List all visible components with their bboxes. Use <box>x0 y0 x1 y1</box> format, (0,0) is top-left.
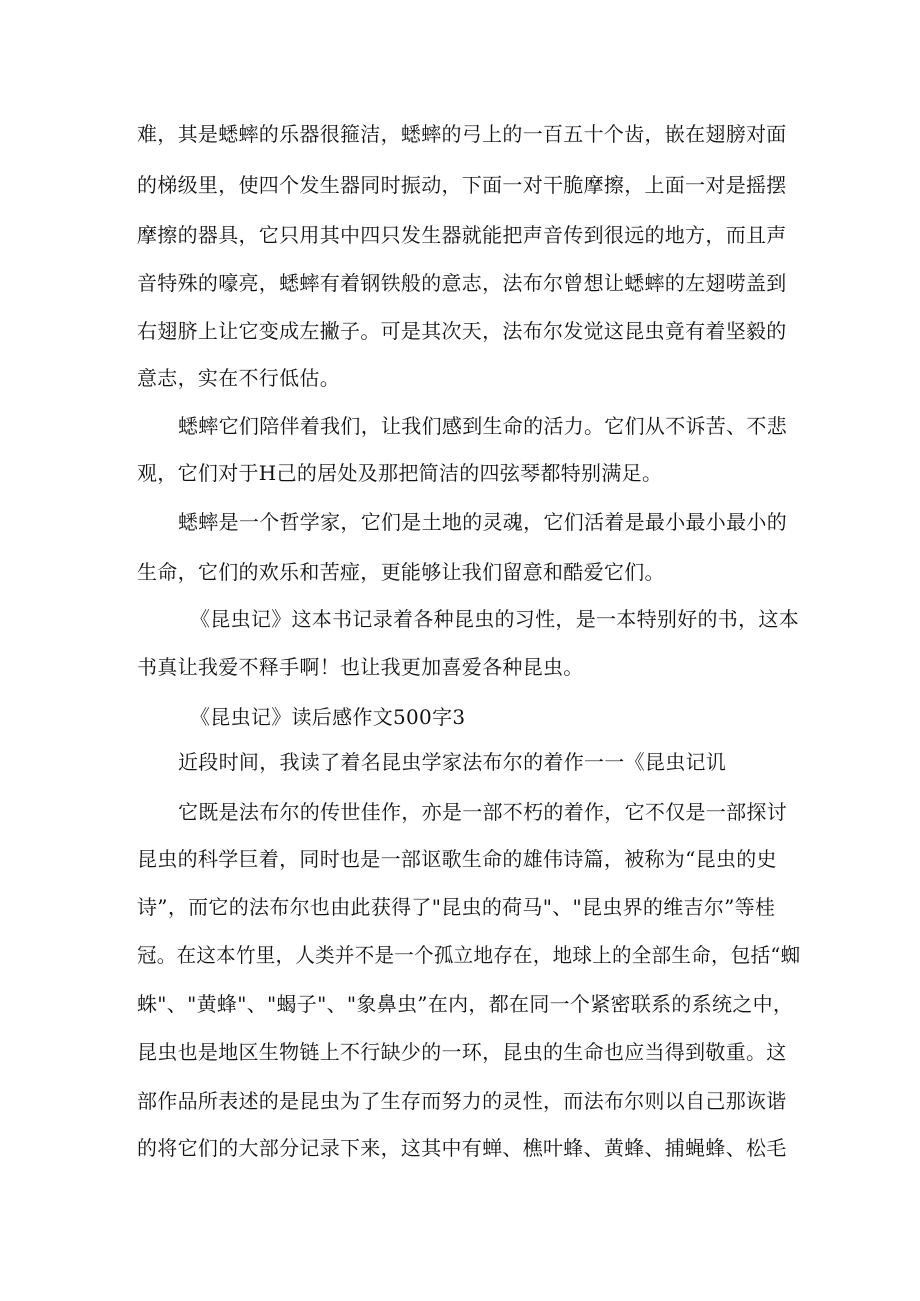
paragraph-line: 右翅脐上让它变成左撇子。可是其次天，法布尔发觉这昆虫竟有着坚毅的 <box>137 319 787 343</box>
section-heading: 《昆虫记》读后感作文500字3 <box>190 705 466 729</box>
paragraph-line: 昆虫也是地区生物链上不行缺少的一环，昆虫的生命也应当得到敬重。这 <box>137 1040 787 1064</box>
paragraph-line: 昆虫的科学巨着，同时也是一部讴歌生命的雄伟诗篇，被称为“昆虫的史 <box>137 847 777 871</box>
paragraph-line: 意志，实在不行低估。 <box>137 366 340 390</box>
paragraph-line: 书真让我爱不释手啊！也让我更加喜爱各种昆虫。 <box>137 655 584 679</box>
paragraph-line: 诗”，而它的法布尔也由此获得了"昆虫的荷马"、"昆虫界的维吉尔”等桂 <box>137 895 776 919</box>
paragraph-line: 难，其是蟋蟀的乐器很箍洁，蟋蟀的弓上的一百五十个齿，嵌在翅膀对面 <box>137 122 787 146</box>
paragraph-line: 部作品所表述的是昆虫为了生存而努力的灵性，而法布尔则以自己那诙谐 <box>137 1089 787 1113</box>
paragraph-line: 近段时间，我读了着名昆虫学家法布尔的着作一一《昆虫记讥 <box>178 750 727 774</box>
paragraph-line: 的梯级里，使四个发生器同时振动，下面一对干脆摩擦，上面一对是摇摆 <box>137 173 787 197</box>
paragraph-line: 蟋蟀它们陪伴着我们，让我们感到生命的活力。它们从不诉苦、不悲 <box>178 414 787 438</box>
paragraph-line: 音特殊的嚎亮，蟋蟀有着钢铁般的意志，法布尔曾想让蟋蟀的左翅唠盖到 <box>137 271 787 295</box>
paragraph-line: 蟋蟀是一个哲学家，它们是土地的灵魂，它们活着是最小最小最小的 <box>178 510 787 534</box>
paragraph-line: 《昆虫记》这本书记录着各种昆虫的习性，是一本特别好的书，这本 <box>190 607 799 631</box>
paragraph-line: 蛛"、"黄蜂"、"蝎子"、"象鼻虫”在内，都在同一个紧密联系的系统之中， <box>137 992 794 1016</box>
paragraph-line: 观，它们对于H己的居处及那把简洁的四弦琴都特别满足。 <box>137 461 663 485</box>
paragraph-line: 摩擦的器具，它只用其中四只发生器就能把声音传到很远的地方，而且声 <box>137 223 787 247</box>
paragraph-line: 冠。在这本竹里，人类并不是一个孤立地存在，地球上的全部生命，包括“蜘 <box>137 943 801 967</box>
paragraph-line: 的将它们的大部分记录下来，这其中有蝉、樵叶蜂、黄蜂、捕蝇蜂、松毛 <box>137 1136 787 1160</box>
paragraph-line: 生命，它们的欢乐和苦痖，更能够让我们留意和酷爱它们。 <box>137 560 665 584</box>
paragraph-line: 它既是法布尔的传世佳作，亦是一部不朽的着作，它不仅是一部探讨 <box>178 800 787 824</box>
